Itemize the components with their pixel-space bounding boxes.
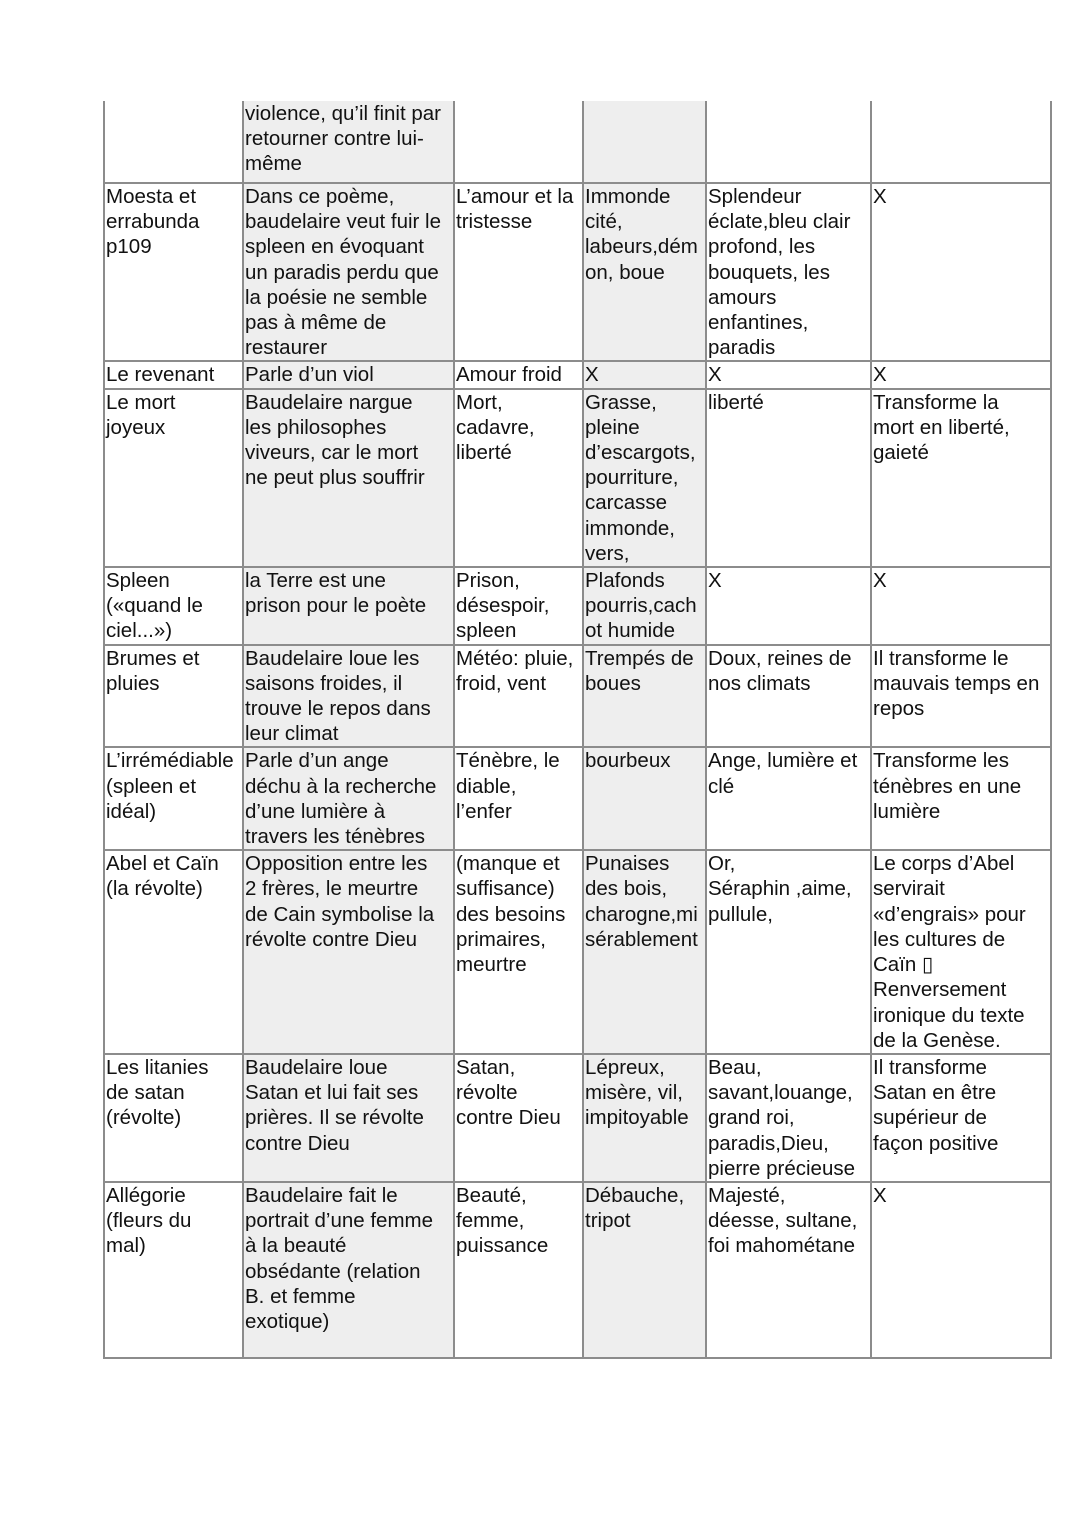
cell-text-line: Transforme les xyxy=(873,749,1009,773)
cell-text-line: bourbeux xyxy=(585,749,671,773)
table-row xyxy=(104,1182,1051,1358)
cell-text-line: vers, xyxy=(585,541,630,565)
cell-text-line: Le corps d’Abel xyxy=(873,852,1015,876)
cell-text-line: l’enfer xyxy=(456,799,512,823)
poem-title-cell xyxy=(104,850,243,1054)
cell-text-line: Splendeur xyxy=(708,185,802,208)
cell-text-line: leur climat xyxy=(245,722,339,746)
cell-text-line: femme, xyxy=(456,1209,525,1233)
cell-text-line: la Terre est une xyxy=(245,569,386,593)
cell-text-line: (fleurs du xyxy=(106,1209,192,1233)
cell-text-line: B. et femme xyxy=(245,1284,356,1308)
cell-text-line: des bois, xyxy=(585,877,668,901)
cell-text-line: de satan xyxy=(106,1081,185,1105)
cell-text-line: Transforme la xyxy=(873,390,999,414)
spleen-words-cell xyxy=(583,567,706,645)
transformation-cell xyxy=(871,850,1051,1054)
table-row xyxy=(104,850,1051,1054)
spleen-words-cell xyxy=(583,1054,706,1182)
cell-text-line: pas à même de xyxy=(245,311,387,335)
spleen-words-cell xyxy=(583,101,706,183)
summary-cell xyxy=(243,850,454,1054)
cell-text-line: Mort, xyxy=(456,390,503,414)
cell-text-line: d’une lumière à xyxy=(245,799,386,823)
cell-text-line: (spleen et xyxy=(106,774,197,798)
transformation-cell xyxy=(871,361,1051,388)
cell-text-line: Allégorie xyxy=(106,1183,186,1207)
cell-text-line: pullule, xyxy=(708,902,773,926)
table-row xyxy=(104,101,1051,183)
table-row xyxy=(104,389,1051,567)
theme-cell xyxy=(454,361,583,388)
cell-text-line: contre Dieu xyxy=(456,1106,561,1130)
cell-text-line: Beau, xyxy=(708,1055,762,1079)
cell-text-line: Punaises xyxy=(585,852,670,876)
cell-text-line: la poésie ne semble xyxy=(245,285,428,309)
cell-text-line: primaires, xyxy=(456,927,546,951)
cell-text-line: déchu à la recherche xyxy=(245,774,437,798)
cell-text-line: Or, xyxy=(708,852,736,876)
cell-text-line: ténèbres en une xyxy=(873,774,1022,798)
spleen-words-cell xyxy=(583,183,706,361)
cell-text-line: lumière xyxy=(873,799,941,823)
table-row xyxy=(104,747,1051,850)
cell-text-line: désespoir, xyxy=(456,594,550,618)
cell-text-line: Abel et Caïn xyxy=(106,852,219,876)
cell-text-line: les philosophes xyxy=(245,415,387,439)
cell-text-line: Trempés de xyxy=(585,646,694,670)
cell-text-line: X xyxy=(873,363,887,387)
cell-text-line: immonde, xyxy=(585,516,676,540)
poem-title-cell xyxy=(104,567,243,645)
summary-cell xyxy=(243,1054,454,1182)
cell-text-line: Météo: pluie, xyxy=(456,646,574,670)
cell-text-line: idéal) xyxy=(106,799,157,823)
cell-text-line: puissance xyxy=(456,1234,549,1258)
cell-text-line: exotique) xyxy=(245,1309,330,1333)
cell-text-line: p109 xyxy=(106,235,152,259)
table-row xyxy=(104,183,1051,361)
cell-text-line: (révolte) xyxy=(106,1106,182,1130)
cell-text-line: les cultures de xyxy=(873,927,1006,951)
cell-text-line: Parle d’un viol xyxy=(245,363,374,387)
theme-cell xyxy=(454,389,583,567)
cell-text-line: X xyxy=(708,363,722,387)
cell-text-line: façon positive xyxy=(873,1131,999,1155)
cell-text-line: diable, xyxy=(456,774,517,798)
cell-text-line: cité, xyxy=(585,210,623,234)
cell-text-line: pierre précieuse xyxy=(708,1156,855,1180)
table-row xyxy=(104,361,1051,388)
cell-text-line: Amour froid xyxy=(456,363,562,387)
cell-text-line: Plafonds xyxy=(585,569,665,593)
transformation-cell xyxy=(871,567,1051,645)
ideal-words-cell xyxy=(706,747,871,850)
cell-text-line: pourris,cach xyxy=(585,594,697,618)
cell-text-line: sérablement xyxy=(585,927,698,951)
cell-text-line: Il transforme xyxy=(873,1055,987,1079)
table-row xyxy=(104,645,1051,748)
cell-text-line: Le mort xyxy=(106,390,176,414)
cell-text-line: trouve le repos dans xyxy=(245,697,431,721)
spleen-words-cell xyxy=(583,361,706,388)
summary-cell xyxy=(243,747,454,850)
cell-text-line: on, boue xyxy=(585,260,665,284)
summary-cell xyxy=(243,101,454,183)
cell-text-line: joyeux xyxy=(106,415,166,439)
transformation-cell xyxy=(871,101,1051,183)
theme-cell xyxy=(454,567,583,645)
summary-cell xyxy=(243,389,454,567)
cell-text-line: spleen xyxy=(456,619,517,643)
cell-text-line: Baudelaire fait le xyxy=(245,1183,398,1207)
theme-cell xyxy=(454,850,583,1054)
cell-text-line: tripot xyxy=(585,1209,631,1233)
cell-text-line: Ténèbre, le xyxy=(456,749,560,773)
cell-text-line: L’amour et la xyxy=(456,185,574,208)
theme-cell xyxy=(454,101,583,183)
cell-text-line: amours xyxy=(708,285,777,309)
cell-text-line: viveurs, car le mort xyxy=(245,441,419,465)
cell-text-line: spleen en évoquant xyxy=(245,235,424,259)
cell-text-line: un paradis perdu que xyxy=(245,260,439,284)
cell-text-line: liberté xyxy=(708,390,764,414)
cell-text-line: charogne,mi xyxy=(585,902,698,926)
cell-text-line: bouquets, les xyxy=(708,260,830,284)
summary-cell xyxy=(243,183,454,361)
cell-text-line: Parle d’un ange xyxy=(245,749,389,773)
summary-cell xyxy=(243,645,454,748)
cell-text-line: suffisance) xyxy=(456,877,555,901)
cell-text-line: tristesse xyxy=(456,210,533,234)
cell-text-line: 2 frères, le meurtre xyxy=(245,877,419,901)
summary-cell xyxy=(243,567,454,645)
cell-text-line: Dans ce poème, xyxy=(245,185,395,208)
cell-text-line: Satan, xyxy=(456,1055,516,1079)
cell-text-line: Satan en être xyxy=(873,1081,997,1105)
cell-text-line: impitoyable xyxy=(585,1106,689,1130)
cell-text-line: servirait xyxy=(873,877,945,901)
poem-title-cell xyxy=(104,645,243,748)
theme-cell xyxy=(454,1182,583,1358)
cell-text-line: retourner contre lui- xyxy=(245,127,424,151)
cell-text-line: Majesté, xyxy=(708,1183,786,1207)
cell-text-line: («quand le xyxy=(106,594,203,618)
cell-text-line: Doux, reines de xyxy=(708,646,852,670)
cell-text-line: Grasse, xyxy=(585,390,657,414)
table-row xyxy=(104,567,1051,645)
spleen-words-cell xyxy=(583,850,706,1054)
cell-text-line: cadavre, xyxy=(456,415,535,439)
cell-text-line: Prison, xyxy=(456,569,520,593)
cell-text-line: d’escargots, xyxy=(585,441,696,465)
poem-title-cell xyxy=(104,1054,243,1182)
ideal-words-cell xyxy=(706,361,871,388)
cell-text-line: révolte xyxy=(456,1081,518,1105)
cell-text-line: Opposition entre les xyxy=(245,852,428,876)
cell-text-line: froid, vent xyxy=(456,671,547,695)
poem-title-cell xyxy=(104,1182,243,1358)
cell-text-line: profond, les xyxy=(708,235,816,259)
cell-text-line: pluies xyxy=(106,671,160,695)
cell-text-line: Ange, lumière et xyxy=(708,749,858,773)
summary-cell xyxy=(243,1182,454,1358)
cell-text-line: portrait d’une femme xyxy=(245,1209,434,1233)
cell-text-line: labeurs,dém xyxy=(585,235,698,259)
ideal-words-cell xyxy=(706,850,871,1054)
cell-text-line: Spleen xyxy=(106,569,170,593)
cell-text-line: prières. Il se révolte xyxy=(245,1106,424,1130)
ideal-words-cell xyxy=(706,1054,871,1182)
cell-text-line: pleine xyxy=(585,415,640,439)
cell-text-line: contre Dieu xyxy=(245,1131,350,1155)
cell-text-line: obsédante (relation xyxy=(245,1259,421,1283)
cell-text-line: déesse, sultane, xyxy=(708,1209,858,1233)
cell-text-line: Il transforme le xyxy=(873,646,1009,670)
cell-text-line: L’irrémédiable xyxy=(106,749,234,773)
ideal-words-cell xyxy=(706,645,871,748)
theme-cell xyxy=(454,645,583,748)
cell-text-line: Caïn ▯ xyxy=(873,953,934,977)
cell-text-line: meurtre xyxy=(456,953,527,977)
ideal-words-cell xyxy=(706,1182,871,1358)
ideal-words-cell xyxy=(706,183,871,361)
cell-text-line: grand roi, xyxy=(708,1106,795,1130)
cell-text-line: nos climats xyxy=(708,671,811,695)
cell-text-line: travers les ténèbres xyxy=(245,825,426,849)
cell-text-line: X xyxy=(708,569,722,593)
cell-text-line: X xyxy=(585,363,599,387)
cell-text-line: errabunda xyxy=(106,210,200,234)
cell-text-line: Baudelaire nargue xyxy=(245,390,413,414)
cell-text-line: des besoins xyxy=(456,902,566,926)
ideal-words-cell xyxy=(706,101,871,183)
cell-text-line: paradis xyxy=(708,336,776,360)
cell-text-line: prison pour le poète xyxy=(245,594,427,618)
cell-text-line: X xyxy=(873,569,887,593)
cell-text-line: Lépreux, xyxy=(585,1055,665,1079)
transformation-cell xyxy=(871,389,1051,567)
cell-text-line: X xyxy=(873,185,887,208)
cell-text-line: paradis,Dieu, xyxy=(708,1131,829,1155)
cell-text-line: restaurer xyxy=(245,336,328,360)
cell-text-line: baudelaire veut fuir le xyxy=(245,210,442,234)
cell-text-line: gaieté xyxy=(873,441,929,465)
transformation-cell xyxy=(871,747,1051,850)
cell-text-line: repos xyxy=(873,697,925,721)
cell-text-line: Les litanies xyxy=(106,1055,209,1079)
cell-text-line: enfantines, xyxy=(708,311,809,335)
poem-title-cell xyxy=(104,747,243,850)
cell-text-line: (manque et xyxy=(456,852,560,876)
spleen-words-cell xyxy=(583,645,706,748)
poem-title-cell xyxy=(104,361,243,388)
cell-text-line: savant,louange, xyxy=(708,1081,853,1105)
transformation-cell xyxy=(871,183,1051,361)
ideal-words-cell xyxy=(706,389,871,567)
cell-text-line: éclate,bleu clair xyxy=(708,210,851,234)
transformation-cell xyxy=(871,1054,1051,1182)
cell-text-line: à la beauté xyxy=(245,1234,347,1258)
cell-text-line: violence, qu’il finit par xyxy=(245,102,441,125)
transformation-cell xyxy=(871,645,1051,748)
cell-text-line: ironique du texte xyxy=(873,1003,1025,1027)
cell-text-line: liberté xyxy=(456,441,512,465)
cell-text-line: clé xyxy=(708,774,735,798)
theme-cell xyxy=(454,747,583,850)
cell-text-line: ne peut plus souffrir xyxy=(245,466,425,490)
cell-text-line: (la révolte) xyxy=(106,877,203,901)
cell-text-line: mort en liberté, xyxy=(873,415,1010,439)
cell-text-line: supérieur de xyxy=(873,1106,987,1130)
cell-text-line: de la Genèse. xyxy=(873,1028,1001,1052)
summary-cell xyxy=(243,361,454,388)
spleen-words-cell xyxy=(583,1182,706,1358)
cell-text-line: Renversement xyxy=(873,978,1007,1002)
poem-title-cell xyxy=(104,183,243,361)
cell-text-line: Le revenant xyxy=(106,363,215,387)
poems-analysis-table xyxy=(103,101,1052,1359)
cell-text-line: Baudelaire loue xyxy=(245,1055,388,1079)
cell-text-line: Satan et lui fait ses xyxy=(245,1081,419,1105)
cell-text-line: Séraphin ,aime, xyxy=(708,877,852,901)
cell-text-line: Beauté, xyxy=(456,1183,527,1207)
cell-text-line: Brumes et xyxy=(106,646,200,670)
spleen-words-cell xyxy=(583,389,706,567)
cell-text-line: mal) xyxy=(106,1234,146,1258)
cell-text-line: foi mahométane xyxy=(708,1234,856,1258)
cell-text-line: pourriture, xyxy=(585,466,679,490)
cell-text-line: Débauche, xyxy=(585,1183,685,1207)
ideal-words-cell xyxy=(706,567,871,645)
cell-text-line: carcasse xyxy=(585,491,668,515)
poem-title-cell xyxy=(104,389,243,567)
cell-text-line: même xyxy=(245,152,302,176)
cell-text-line: de Cain symbolise la xyxy=(245,902,435,926)
table-row xyxy=(104,1054,1051,1182)
cell-text-line: X xyxy=(873,1183,887,1207)
cell-text-line: Baudelaire loue les xyxy=(245,646,420,670)
cell-text-line: révolte contre Dieu xyxy=(245,927,418,951)
cell-text-line: saisons froides, il xyxy=(245,671,403,695)
cell-text-line: mauvais temps en xyxy=(873,671,1040,695)
cell-text-line: Moesta et xyxy=(106,185,197,208)
spleen-words-cell xyxy=(583,747,706,850)
cell-text-line: ot humide xyxy=(585,619,676,643)
cell-text-line: boues xyxy=(585,671,641,695)
cell-text-line: misère, vil, xyxy=(585,1081,683,1105)
cell-text-line: «d’engrais» pour xyxy=(873,902,1026,926)
theme-cell xyxy=(454,1054,583,1182)
cell-text-line: Immonde xyxy=(585,185,671,208)
transformation-cell xyxy=(871,1182,1051,1358)
theme-cell xyxy=(454,183,583,361)
poem-title-cell xyxy=(104,101,243,183)
cell-text-line: ciel...») xyxy=(106,619,173,643)
